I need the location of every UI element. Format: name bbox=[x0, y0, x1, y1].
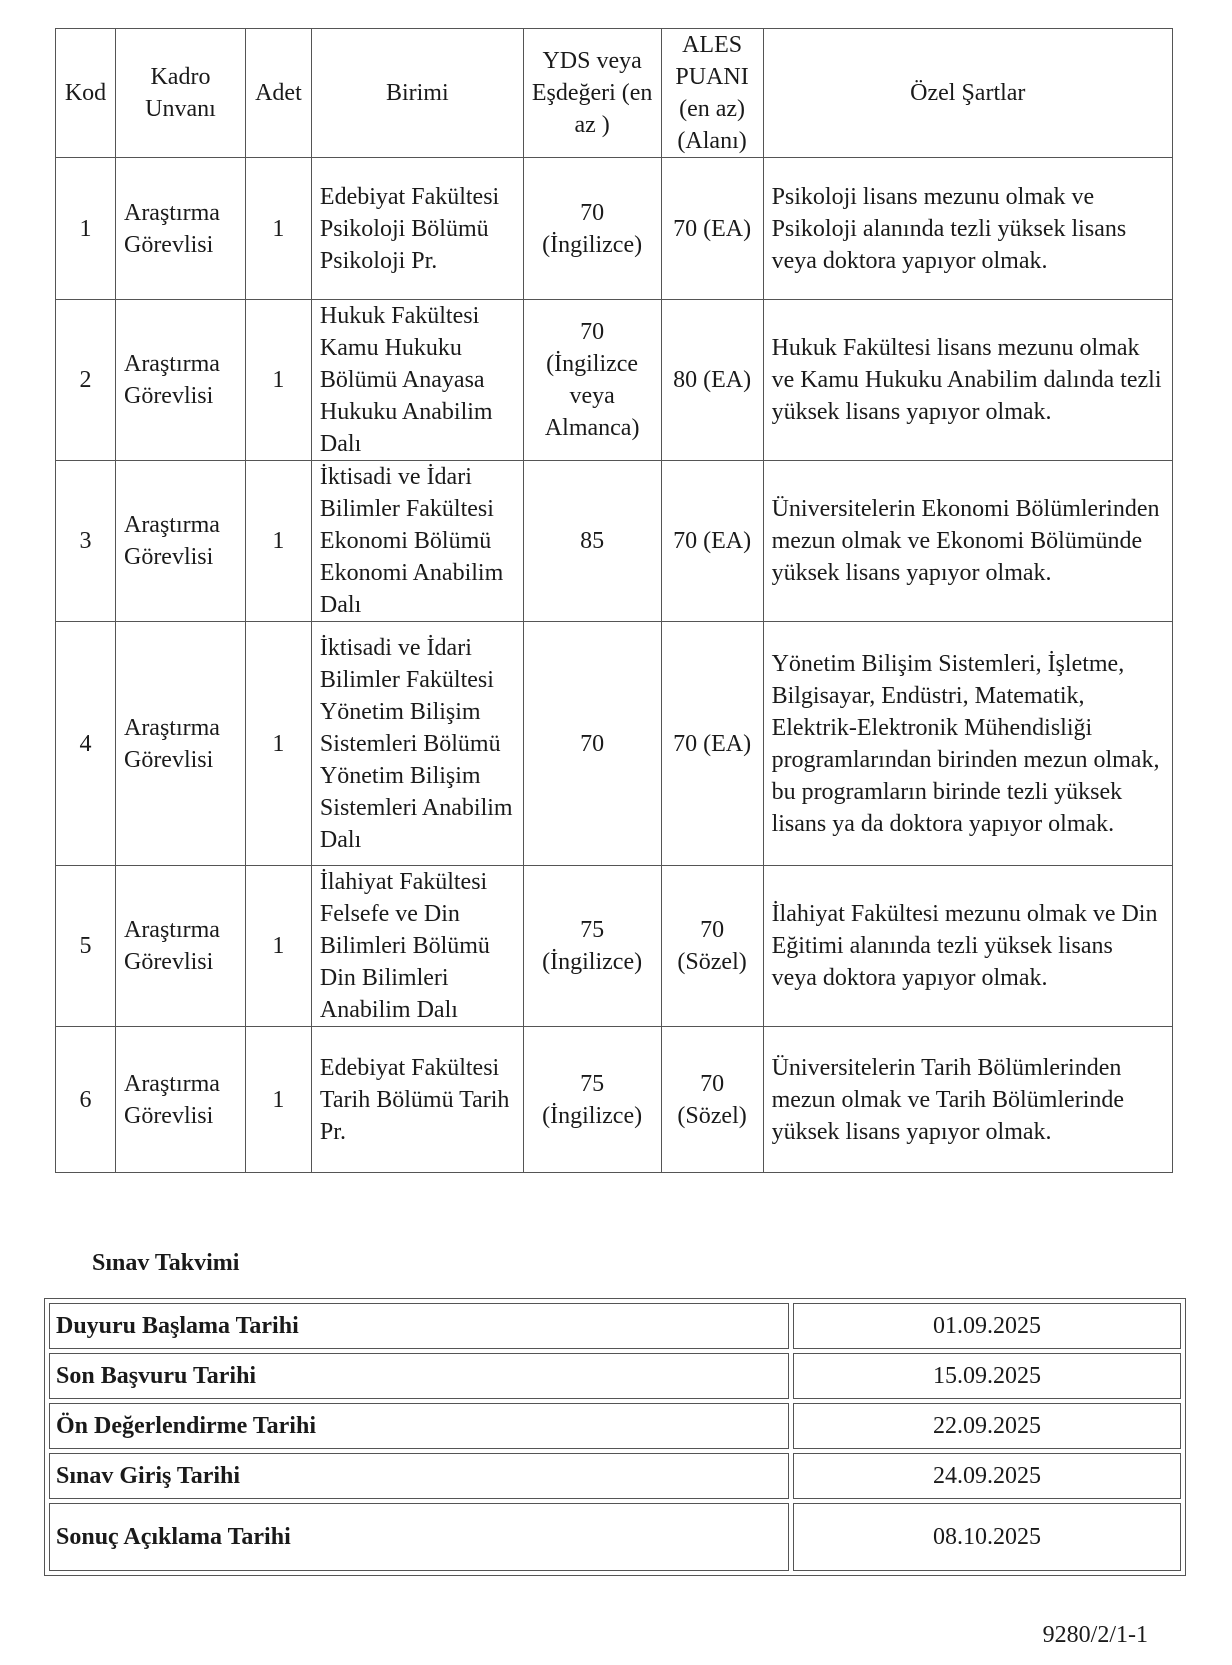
cell-adet: 1 bbox=[245, 461, 311, 622]
exam-calendar-title: Sınav Takvimi bbox=[92, 1250, 240, 1276]
cell-ales: 80 (EA) bbox=[661, 300, 763, 461]
cell-kadro: Araştırma Görevlisi bbox=[115, 461, 245, 622]
cell-birimi: İktisadi ve İdari Bilimler Fakültesi Ekonomi Bölümü Ekonomi Anabilim Dalı bbox=[311, 461, 523, 622]
cell-yds: 75 (İngilizce) bbox=[523, 866, 661, 1027]
cell-ozel: Hukuk Fakültesi lisans mezunu olmak ve Kamu Hukuku Anabilim dalında tezli yüksek lisans yapıyor olmak. bbox=[763, 300, 1172, 461]
calendar-label: Sonuç Açıklama Tarihi bbox=[49, 1503, 789, 1571]
cell-kod: 6 bbox=[56, 1027, 116, 1173]
calendar-label: Son Başvuru Tarihi bbox=[49, 1353, 789, 1399]
cell-kadro: Araştırma Görevlisi bbox=[115, 158, 245, 300]
cell-yds: 70 (İngilizce veya Almanca) bbox=[523, 300, 661, 461]
header-ales: ALES PUANI (en az) (Alanı) bbox=[661, 29, 763, 158]
cell-kadro: Araştırma Görevlisi bbox=[115, 300, 245, 461]
header-kod: Kod bbox=[56, 29, 116, 158]
table-row bbox=[56, 622, 1173, 866]
table-row bbox=[56, 300, 1173, 461]
exam-calendar-table bbox=[44, 1298, 1186, 1576]
cell-ales: 70 (Sözel) bbox=[661, 866, 763, 1027]
calendar-row bbox=[49, 1403, 1181, 1449]
cell-ozel: İlahiyat Fakültesi mezunu olmak ve Din Eğitimi alanında tezli yüksek lisans veya doktora yapıyor olmak. bbox=[763, 866, 1172, 1027]
cell-adet: 1 bbox=[245, 158, 311, 300]
cell-kod: 5 bbox=[56, 866, 116, 1027]
cell-kod: 1 bbox=[56, 158, 116, 300]
table-row bbox=[56, 461, 1173, 622]
cell-adet: 1 bbox=[245, 1027, 311, 1173]
header-ozel: Özel Şartlar bbox=[763, 29, 1172, 158]
calendar-row bbox=[49, 1453, 1181, 1499]
calendar-date: 15.09.2025 bbox=[793, 1353, 1181, 1399]
calendar-label: Duyuru Başlama Tarihi bbox=[49, 1303, 789, 1349]
cell-kadro: Araştırma Görevlisi bbox=[115, 622, 245, 866]
cell-kod: 2 bbox=[56, 300, 116, 461]
calendar-row bbox=[49, 1353, 1181, 1399]
calendar-row bbox=[49, 1503, 1181, 1571]
cell-birimi: Hukuk Fakültesi Kamu Hukuku Bölümü Anayasa Hukuku Anabilim Dalı bbox=[311, 300, 523, 461]
calendar-label: Sınav Giriş Tarihi bbox=[49, 1453, 789, 1499]
header-yds: YDS veya Eşdeğeri (en az ) bbox=[523, 29, 661, 158]
cell-ales: 70 (EA) bbox=[661, 622, 763, 866]
cell-ales: 70 (EA) bbox=[661, 158, 763, 300]
table-row bbox=[56, 158, 1173, 300]
header-adet: Adet bbox=[245, 29, 311, 158]
cell-kod: 3 bbox=[56, 461, 116, 622]
cell-kod: 4 bbox=[56, 622, 116, 866]
cell-ales: 70 (EA) bbox=[661, 461, 763, 622]
table-header-row bbox=[56, 29, 1173, 158]
cell-ozel: Psikoloji lisans mezunu olmak ve Psikoloji alanında tezli yüksek lisans veya doktora yapıyor olmak. bbox=[763, 158, 1172, 300]
cell-ozel: Yönetim Bilişim Sistemleri, İşletme, Bilgisayar, Endüstri, Matematik, Elektrik-Elektronik Mühendisliği programlarından birinden mezun olmak, bu programların birinde tezli yüksek lisans ya da doktora yapıyor olmak. bbox=[763, 622, 1172, 866]
cell-yds: 85 bbox=[523, 461, 661, 622]
header-birimi: Birimi bbox=[311, 29, 523, 158]
cell-kadro: Araştırma Görevlisi bbox=[115, 866, 245, 1027]
positions-table bbox=[55, 28, 1173, 1173]
document-code: 9280/2/1-1 bbox=[1042, 1622, 1148, 1648]
calendar-date: 24.09.2025 bbox=[793, 1453, 1181, 1499]
calendar-label: Ön Değerlendirme Tarihi bbox=[49, 1403, 789, 1449]
cell-adet: 1 bbox=[245, 622, 311, 866]
cell-birimi: Edebiyat Fakültesi Tarih Bölümü Tarih Pr. bbox=[311, 1027, 523, 1173]
header-kadro: Kadro Unvanı bbox=[115, 29, 245, 158]
calendar-date: 08.10.2025 bbox=[793, 1503, 1181, 1571]
cell-ozel: Üniversitelerin Ekonomi Bölümlerinden mezun olmak ve Ekonomi Bölümünde yüksek lisans yapıyor olmak. bbox=[763, 461, 1172, 622]
cell-birimi: Edebiyat Fakültesi Psikoloji Bölümü Psikoloji Pr. bbox=[311, 158, 523, 300]
cell-birimi: İktisadi ve İdari Bilimler Fakültesi Yönetim Bilişim Sistemleri Bölümü Yönetim Bilişim Sistemleri Anabilim Dalı bbox=[311, 622, 523, 866]
calendar-row bbox=[49, 1303, 1181, 1349]
table-row bbox=[56, 866, 1173, 1027]
cell-yds: 75 (İngilizce) bbox=[523, 1027, 661, 1173]
cell-adet: 1 bbox=[245, 300, 311, 461]
cell-yds: 70 bbox=[523, 622, 661, 866]
calendar-date: 01.09.2025 bbox=[793, 1303, 1181, 1349]
cell-ozel: Üniversitelerin Tarih Bölümlerinden mezun olmak ve Tarih Bölümlerinde yüksek lisans yapıyor olmak. bbox=[763, 1027, 1172, 1173]
cell-ales: 70 (Sözel) bbox=[661, 1027, 763, 1173]
calendar-date: 22.09.2025 bbox=[793, 1403, 1181, 1449]
cell-yds: 70 (İngilizce) bbox=[523, 158, 661, 300]
table-row bbox=[56, 1027, 1173, 1173]
cell-birimi: İlahiyat Fakültesi Felsefe ve Din Bilimleri Bölümü Din Bilimleri Anabilim Dalı bbox=[311, 866, 523, 1027]
cell-kadro: Araştırma Görevlisi bbox=[115, 1027, 245, 1173]
cell-adet: 1 bbox=[245, 866, 311, 1027]
